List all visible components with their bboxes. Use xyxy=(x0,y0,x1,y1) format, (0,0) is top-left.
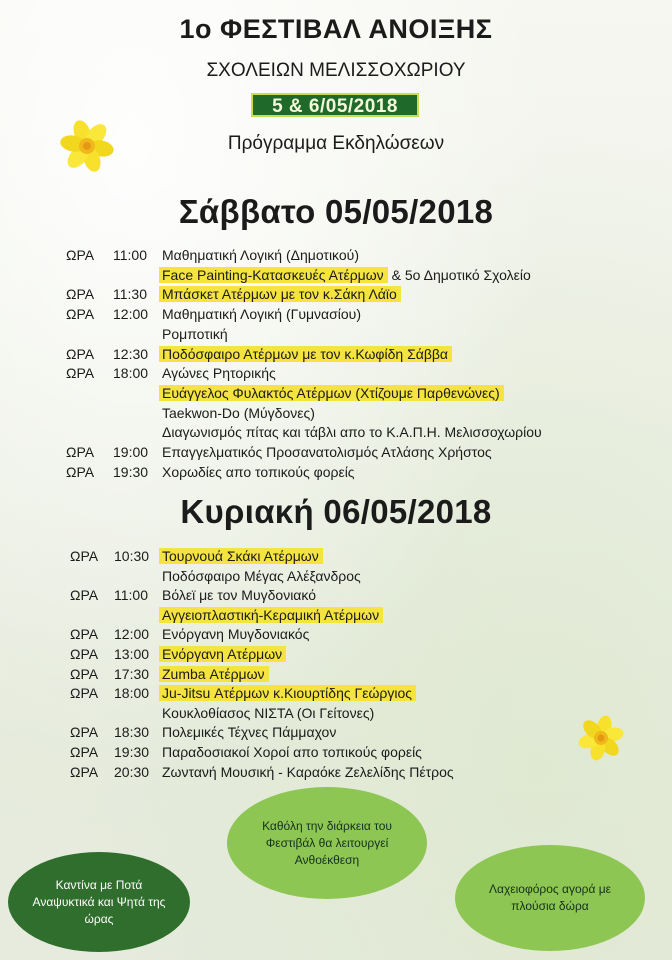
event-activity-wrap xyxy=(162,586,316,605)
event-activity: Πολεμικές Τέχνες Πάμμαχον xyxy=(162,724,337,741)
daffodil-icon xyxy=(58,118,116,174)
time-label: ΩΡΑ xyxy=(66,444,95,460)
flower-exhibition-note xyxy=(227,787,427,899)
time-label: ΩΡΑ xyxy=(66,306,95,323)
schedule-row xyxy=(0,684,672,703)
schedule-row xyxy=(0,723,672,742)
event-activity-wrap xyxy=(162,625,309,644)
event-time: 11:00 xyxy=(113,247,147,263)
event-time: 12:00 xyxy=(114,626,150,643)
event-activity: Βόλεϊ με τον Μυγδονιακό xyxy=(162,587,317,604)
event-activity: Μαθηματική Λογική (Δημοτικού) xyxy=(162,247,359,263)
event-activity-wrap xyxy=(162,364,276,383)
time-label: ΩΡΑ xyxy=(66,286,95,303)
schedule-row xyxy=(0,404,672,423)
event-activity-wrap xyxy=(162,285,401,304)
event-time: 12:30 xyxy=(113,345,149,362)
schedule-row xyxy=(0,325,672,344)
event-activity-wrap xyxy=(162,443,492,462)
sunday-heading: Κυριακή 06/05/2018 xyxy=(180,493,492,530)
highlighted-activity: Αγγειοπλαστική-Κεραμική Ατέρμων xyxy=(159,607,383,623)
saturday-heading: Σάββατο 05/05/2018 xyxy=(178,193,494,230)
event-activity-wrap xyxy=(162,325,228,344)
schedule-row xyxy=(0,567,672,586)
event-time: 11:00 xyxy=(114,587,148,604)
event-activity-wrap xyxy=(162,723,336,742)
event-activity-wrap xyxy=(162,606,383,625)
event-activity: Taekwon-Do (Μύγδονες) xyxy=(162,404,315,421)
schedule-row xyxy=(0,586,672,605)
schedule-row xyxy=(0,463,672,482)
event-time: 18:00 xyxy=(113,365,149,382)
time-label: ΩΡΑ xyxy=(66,247,95,263)
event-activity: Αγώνες Ρητορικής xyxy=(162,365,276,382)
event-activity: Κουκλοθίασος ΝΙΣΤΑ (Οι Γείτονες) xyxy=(162,704,375,721)
time-label: ΩΡΑ xyxy=(70,665,99,682)
highlighted-activity: Face Painting-Κατασκευές Ατέρμων xyxy=(159,267,388,283)
event-time: 18:30 xyxy=(114,724,150,741)
schedule-row xyxy=(0,364,672,383)
schedule-row xyxy=(0,645,672,664)
highlighted-activity: Ju-Jitsu Ατέρμων κ.Κιουρτίδης Γεώργιος xyxy=(159,685,416,701)
event-activity-wrap xyxy=(162,246,359,265)
time-label: ΩΡΑ xyxy=(70,685,99,702)
event-activity: Ζωντανή Μουσική - Καραόκε Ζελελίδης Πέτρος xyxy=(162,763,454,780)
highlighted-activity: Ευάγγελος Φυλακτός Ατέρμων (Χτίζουμε Παρθενώνες) xyxy=(159,385,504,401)
event-activity: Παραδοσιακοί Χοροί απο τοπικούς φορείς xyxy=(162,744,422,760)
time-label: ΩΡΑ xyxy=(66,345,95,362)
schedule-row xyxy=(0,763,672,782)
event-activity-wrap xyxy=(162,665,269,684)
schedule-row xyxy=(0,743,672,762)
time-label: ΩΡΑ xyxy=(66,463,95,480)
event-activity-wrap xyxy=(162,763,454,782)
schedule-row xyxy=(0,305,672,324)
event-time: 20:30 xyxy=(114,763,150,780)
highlighted-activity: Ενόργανη Ατέρμων xyxy=(159,646,286,662)
event-activity-wrap xyxy=(162,345,452,364)
event-activity-wrap xyxy=(162,547,323,566)
schedule-row xyxy=(0,665,672,684)
highlighted-activity: Zumba Ατέρμων xyxy=(159,666,269,682)
event-time: 12:00 xyxy=(113,306,149,323)
event-time: 19:00 xyxy=(113,444,149,460)
event-time: 10:30 xyxy=(114,548,150,564)
event-activity-wrap xyxy=(162,305,361,324)
date-badge: 5 & 6/05/2018 xyxy=(251,93,419,117)
event-activity-wrap xyxy=(162,704,374,723)
schedule-row xyxy=(0,285,672,304)
event-activity-wrap xyxy=(162,423,542,442)
schedule-row xyxy=(0,246,672,265)
time-label: ΩΡΑ xyxy=(70,548,99,564)
time-label: ΩΡΑ xyxy=(70,587,99,604)
event-activity: Επαγγελματικός Προσανατολισμός Ατλάσης Χρήστος xyxy=(162,444,492,460)
event-activity-wrap xyxy=(162,743,422,762)
flower-exhibition-note-text: Καθόλη την διάρκεια του Φεστιβάλ θα λειτουργεί Ανθοέκθεση xyxy=(262,818,392,867)
event-extra: & 5ο Δημοτικό Σχολείο xyxy=(391,266,531,283)
lottery-note xyxy=(455,845,645,951)
time-label: ΩΡΑ xyxy=(66,365,95,382)
time-label: ΩΡΑ xyxy=(70,646,99,662)
event-activity-wrap xyxy=(162,384,504,403)
time-label: ΩΡΑ xyxy=(70,744,99,760)
event-activity: Ενόργανη Μυγδονιακός xyxy=(162,626,310,643)
event-time: 19:30 xyxy=(114,744,150,760)
canteen-note-text: Καντίνα με Ποτά Αναψυκτικά και Ψητά της ώρας xyxy=(32,877,166,926)
event-time: 19:30 xyxy=(113,463,149,480)
schedule-row xyxy=(0,345,672,364)
event-activity-wrap xyxy=(162,266,531,285)
event-time: 17:30 xyxy=(114,665,150,682)
event-activity: Διαγωνισμός πίτας και τάβλι απο το Κ.Α.Π.Η. Μελισσοχωρίου xyxy=(162,424,542,441)
event-activity-wrap xyxy=(162,684,416,703)
lottery-note-text: Λαχειοφόρος αγορά με πλούσια δώρα xyxy=(489,882,611,913)
schedule-row xyxy=(0,384,672,403)
event-activity-wrap xyxy=(162,645,286,664)
event-time: 13:00 xyxy=(114,646,150,662)
event-activity: Ποδόσφαιρο Μέγας Αλέξανδρος xyxy=(162,567,361,584)
page-subtitle: ΣΧΟΛΕΙΩΝ ΜΕΛΙΣΣΟΧΩΡΙΟΥ xyxy=(206,60,466,81)
schedule-row xyxy=(0,606,672,625)
schedule-row xyxy=(0,266,672,285)
time-label: ΩΡΑ xyxy=(70,763,99,780)
schedule-row xyxy=(0,625,672,644)
event-time: 18:00 xyxy=(114,685,150,702)
event-activity-wrap xyxy=(162,567,361,586)
event-activity: Ρομποτική xyxy=(162,325,228,342)
schedule-row xyxy=(0,704,672,723)
time-label: ΩΡΑ xyxy=(70,724,99,741)
event-activity-wrap xyxy=(162,463,355,482)
event-activity-wrap xyxy=(162,404,315,423)
page-title: 1ο ΦΕΣΤΙΒΑΛ ΑΝΟΙΞΗΣ xyxy=(179,14,493,44)
program-label: Πρόγραμμα Εκδηλώσεων xyxy=(227,133,445,154)
event-activity: Μαθηματική Λογική (Γυμνασίου) xyxy=(162,306,362,323)
schedule-row xyxy=(0,423,672,442)
event-activity: Χορωδίες απο τοπικούς φορείς xyxy=(162,463,355,480)
schedule-row xyxy=(0,443,672,462)
highlighted-activity: Τουρνουά Σκάκι Ατέρμων xyxy=(159,548,323,564)
highlighted-activity: Μπάσκετ Ατέρμων με τον κ.Σάκη Λάϊο xyxy=(159,286,401,302)
highlighted-activity: Ποδόσφαιρο Ατέρμων με τον κ.Κωφίδη Σάββα xyxy=(159,346,452,362)
time-label: ΩΡΑ xyxy=(70,626,99,643)
event-time: 11:30 xyxy=(113,286,147,303)
schedule-row xyxy=(0,547,672,566)
canteen-note xyxy=(8,852,190,952)
